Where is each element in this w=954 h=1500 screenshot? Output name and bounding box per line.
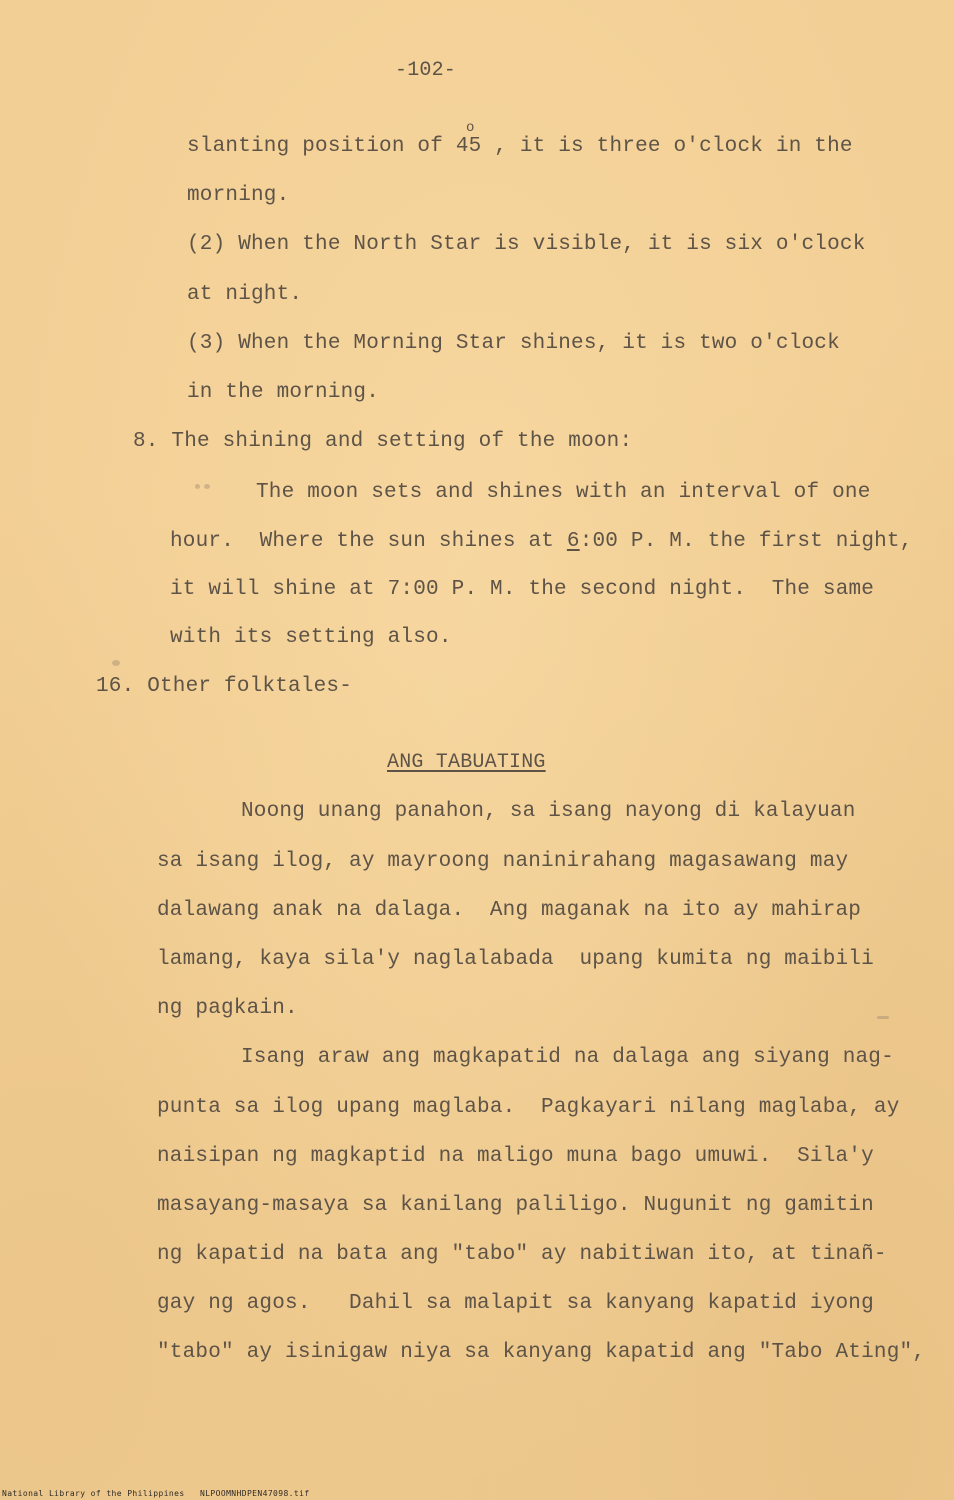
text-line-9-start: hour. Where the sun shines at: [170, 530, 567, 553]
text-line-11: with its setting also.: [170, 626, 452, 649]
page-number: -102-: [395, 59, 457, 82]
story-line-2: sa isang ilog, ay mayroong naninirahang magasawang may: [157, 850, 849, 873]
section-heading-folktales: 16. Other folktales-: [96, 675, 353, 698]
text-line-1: slanting position of 45 , it is three o'clock in the: [187, 135, 853, 158]
story-line-7: punta sa ilog upang maglaba. Pagkayari nilang maglaba, ay: [157, 1096, 900, 1119]
story-line-9: masayang-masaya sa kanilang paliligo. Nugunit ng gamitin: [157, 1194, 874, 1217]
footer-filename: NLPOOMNHDPEN47098.tif: [200, 1489, 310, 1498]
ink-speck: [195, 484, 200, 489]
story-line-4: lamang, kaya sila'y naglalabada upang kumita ng maibili: [157, 948, 874, 971]
text-line-9: [170, 529, 913, 555]
section-heading-moon: 8. The shining and setting of the moon:: [133, 430, 633, 453]
story-line-3: dalawang anak na dalaga. Ang maganak na ito ay mahirap: [157, 899, 862, 922]
story-line-1: Noong unang panahon, sa isang nayong di kalayuan: [241, 800, 856, 823]
text-line-4: at night.: [187, 283, 303, 306]
story-line-5: ng pagkain.: [157, 997, 298, 1020]
story-title: ANG TABUATING: [387, 751, 546, 774]
story-line-10: ng kapatid na bata ang "tabo" ay nabitiwan ito, at tinañ-: [157, 1243, 887, 1266]
text-line-3: (2) When the North Star is visible, it is six o'clock: [187, 233, 866, 256]
text-line-8: The moon sets and shines with an interval of one: [256, 481, 871, 504]
text-line-10: it will shine at 7:00 P. M. the second night. The same: [170, 578, 875, 601]
text-line-2: morning.: [187, 184, 290, 207]
story-line-8: naisipan ng magkaptid na maligo muna bago umuwi. Sila'y: [157, 1145, 874, 1168]
story-line-11: gay ng agos. Dahil sa malapit sa kanyang kapatid iyong: [157, 1292, 874, 1315]
ink-speck: [204, 484, 210, 489]
text-line-9-end: :00 P. M. the first night,: [579, 530, 913, 553]
underlined-hour: 6: [566, 530, 580, 553]
ink-speck: [112, 660, 120, 666]
degree-mark: o: [466, 120, 475, 136]
footer-library: National Library of the Philippines: [2, 1489, 185, 1498]
text-line-6: in the morning.: [187, 381, 380, 404]
story-line-12: "tabo" ay isinigaw niya sa kanyang kapatid ang "Tabo Ating",: [157, 1341, 926, 1364]
story-line-6: Isang araw ang magkapatid na dalaga ang siyang nag-: [241, 1046, 894, 1069]
paper-mark: [877, 1016, 889, 1019]
text-line-5: (3) When the Morning Star shines, it is two o'clock: [187, 332, 840, 355]
